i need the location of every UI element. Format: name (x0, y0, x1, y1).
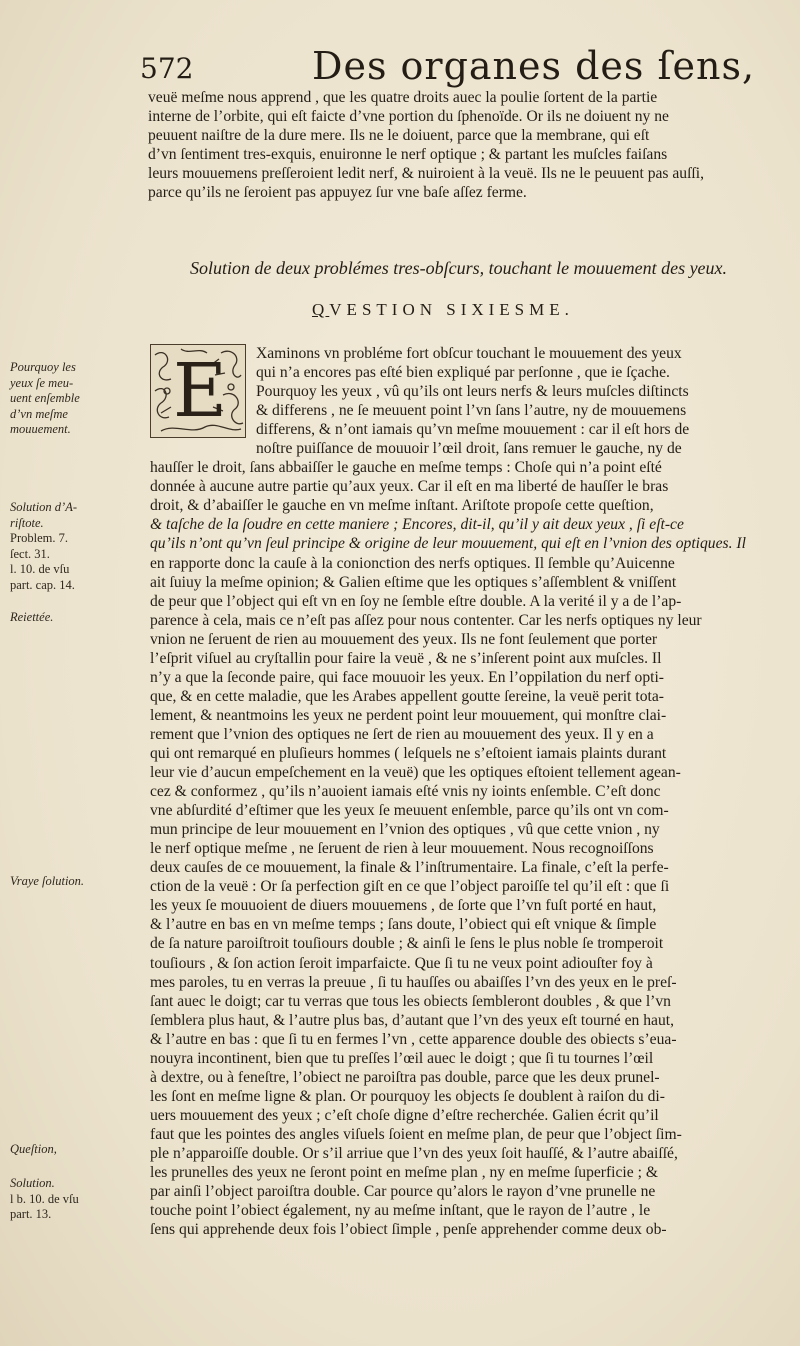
margin-note-line: riſtote. (10, 515, 44, 530)
text-line: uers mouuement des yeux ; c’eſt choſe digne d’eſtre recherchée. Galien écrit qu’il (150, 1106, 659, 1124)
margin-note-why-eyes-move-together (10, 360, 80, 438)
text-line: ait ſuiuy la meſme opinion; & Galien eſtime que les optiques s’aſſemblent & vniſſent (150, 573, 677, 591)
text-line: les prunelles des yeux ne ſeront point en meſme plan , ny en meſme ſuperficie ; & (150, 1164, 658, 1182)
margin-note-solution-galen (10, 1176, 79, 1223)
margin-note-line: Solution d’A- (10, 500, 78, 514)
top-paragraph (148, 88, 704, 202)
margin-note-line: Pourquoy les (10, 360, 76, 374)
text-line: donnée à aucune autre partie qu’aux yeux. Car il eſt en ma liberté de hauſſer le bras (150, 478, 669, 496)
question-heading (312, 300, 574, 320)
margin-note-line: yeux ſe meu- (10, 375, 74, 390)
running-head (140, 44, 780, 94)
text-line: l’eſprit viſuel au cryſtallin pour faire la veuë , & ne s’inſerent point aux muſcles. Il (150, 649, 662, 667)
text-line: le nerf optique meſme , ne ſeruent de rien à leur mouuement. Nous recognoiſſons (150, 840, 654, 858)
dropcap-letter: E (173, 348, 228, 434)
margin-note-line: Solution. (10, 1176, 55, 1190)
text-line: nouyra incontinent, bien que tu preſſes l’œil auec le doigt ; que ſi tu tournes l’œil (150, 1049, 654, 1067)
text-line: veuë meſme nous apprend , que les quatre droits auec la poulie ſortent de la partie (148, 89, 658, 106)
margin-note-line: Queſtion, (10, 1142, 57, 1156)
text-line: d’vn ſentiment tres-exquis, enuironne le nerf optique ; & partant les muſcles faiſans (148, 146, 668, 164)
text-line: ction de la veuë : Or ſa perfection giſt en ce que l’object paroiſſe tel qu’il eſt : que ſi (150, 878, 670, 896)
text-line: à dextre, ou à feneſtre, l’obiect ne paroiſtra pas double, parce que les deux prunel- (150, 1068, 660, 1086)
text-line: Xaminons vn probléme fort obſcur touchant le mouuement des yeux (256, 345, 682, 362)
text-line: & l’autre en bas en vn meſme temps ; ſans doute, l’obiect qui eſt vnique & ſimple (150, 916, 657, 934)
page-number: 572 (140, 52, 194, 85)
text-line: les yeux ſe mouuoient de diuers mouuemens , de ſorte que l’vn fuſt porté en haut, (150, 897, 657, 915)
text-line: n’y a que la ſeconde paire, qui face mouuoir les yeux. En l’oppilation du nerf opti- (150, 668, 664, 686)
text-line: & differens , ne ſe meuuent point l’vn ſans l’autre, ny de mouuemens (256, 402, 687, 420)
text-line: ſemblera plus haut, & l’autre plus bas, d’autant que l’vn des yeux eſt tourné en haut, (150, 1011, 674, 1029)
text-line: qui ont remarqué en pluſieurs hommes ( leſquels ne s’eſtoient iamais plaints durant (150, 744, 667, 762)
margin-note-line: l b. 10. de vſu (10, 1191, 79, 1206)
margin-note-aristotle-solution (10, 500, 77, 594)
text-line: que, & en cette maladie, que les Arabes appellent goutte ſereine, la veuë perit tota- (150, 687, 664, 705)
text-line: de ſa nature paroiſtroit touſiours double ; & ainſi le ſens le plus noble ſe tromperoit (150, 935, 664, 953)
section-heading: Solution de deux problémes tres-obſcurs, touchant le mouuement des yeux. (190, 258, 728, 278)
text-line: les ſont en meſme ligne & plan. Or pourquoy les objects ſe doublent à raiſon du di- (150, 1087, 665, 1105)
text-line: cez & conformez , qu’ils n’auoient iamais eſté vnis ny ioints enſemble. C’eſt donc (150, 783, 661, 801)
text-line: droit, & d’abaiſſer le gauche en vn meſme inſtant. Ariſtote propoſe cette queſtion, (150, 497, 654, 515)
text-line: leur vie d’aucun empeſchement en la veuë) que les optiques eſtoient tellement agean- (150, 764, 681, 782)
text-line: ſens qui apprehende deux fois l’obiect ſimple , penſe apprehender comme deux ob- (150, 1221, 667, 1239)
text-line: interne de l’orbite, qui eſt faicte d’vne portion du ſphenoïde. Or ils ne doiuent ny ne (148, 108, 669, 126)
text-line: qui n’a encores pas eſté bien expliqué par perſonne , que ie ſçache. (256, 364, 670, 382)
text-line: ple n’apparoiſſe double. Or s’il arriue que l’vn des yeux ſoit hauſſé, & l’autre abaiſſé, (150, 1144, 678, 1162)
question-heading-initial: Q (312, 300, 330, 319)
text-line: en rapporte donc la cauſe à la conionction des nerfs optiques. Il ſemble qu’Auicenne (150, 554, 675, 572)
text-line: rement que l’vnion des optiques ne ſert de rien au mouuement des yeux. Il y en a (150, 725, 654, 743)
text-line: qu’ils n’ont qu’vn ſeul principe & origine de leur mouuement, qui eſt en l’vnion des optiques. Il (150, 535, 746, 553)
text-line: par ainſi l’object paroiſtra double. Car pource qu’alors le rayon d’vne prunelle ne (150, 1183, 656, 1201)
margin-note-line: uent enſemble (10, 391, 80, 406)
text-line: mes paroles, tu en verras la preuue , ſi tu hauſſes ou abaiſſes l’vn des yeux en le preſ- (150, 973, 677, 991)
question-heading-rest: VESTION SIXIESME. (329, 300, 574, 319)
text-line: touche point l’obiect également, ny au meſme inſtant, que le rayon de l’autre , le (150, 1202, 651, 1220)
margin-note-question (10, 1142, 57, 1158)
text-line: noſtre puiſſance de mouuoir l’œil droit, ſans remuer le gauche, ny de (256, 440, 682, 458)
margin-note-line: d’vn meſme (10, 406, 68, 421)
margin-note-line: ſect. 31. (10, 546, 50, 561)
text-line: touſiours , & ſon action ſeroit imparfaicte. Que ſi tu ne veux point adiouſter foy à (150, 954, 653, 972)
text-line: leurs mouuemens preſſeroient ledit nerf, & nuiroient à la veuë. Ils ne le peuuent pas auſſi, (148, 165, 704, 183)
margin-note-rejected (10, 610, 53, 626)
text-line: vnion ne ſeruent de rien au mouuement des yeux. Ils ne font ſeulement que porter (150, 630, 658, 648)
text-line: & taſche de la ſoudre en cette maniere ; Encores, dit-il, qu’il y ait deux yeux , ſi eſt-ce (150, 516, 684, 534)
text-line: mun principe de leur mouuement en l’vnion des optiques , vû que cette vnion , ny (150, 821, 660, 839)
text-line (150, 1239, 746, 1258)
text-line: Pourquoy les yeux , vû qu’ils ont leurs nerfs & leurs muſcles diſtincts (256, 383, 689, 401)
text-line: hauſſer le droit, ſans abbaiſſer le gauche en meſme temps : Choſe qui n’a point eſté (150, 459, 662, 477)
margin-note-line: part. 13. (10, 1207, 52, 1222)
text-line: differens, & n’ont iamais qu’vn meſme mouuement : car il eſt hors de (256, 421, 690, 439)
text-line: peuuent naiſtre de la dure mere. Ils ne le doiuent, parce que la membrane, qui eſt (148, 127, 650, 145)
margin-note-true-solution (10, 874, 84, 890)
main-paragraph (150, 344, 746, 1258)
margin-note-line: l. 10. de vſu (10, 562, 70, 577)
text-line: lement, & neantmoins les yeux ne perdent point leur mouuement, qui monſtre clai- (150, 706, 667, 724)
text-line: parce qu’ils ne ſeroient pas appuyez ſur vne baſe aſſez ferme. (148, 184, 527, 202)
text-line: ſant auec le doigt; car tu verras que tous les obiects ſembleront doubles , & que l’vn (150, 992, 671, 1010)
text-line: deux cauſes de ce mouuement, la finale & l’inſtrumentaire. La finale, c’eſt la perfe- (150, 859, 669, 877)
margin-note-line: part. cap. 14. (10, 577, 75, 592)
text-line: & l’autre en bas : que ſi tu en fermes l’vn , cette apparence double des obiects s’eua- (150, 1030, 677, 1048)
running-title: Des organes des ſens, (312, 44, 756, 88)
text-line: parence à cela, mais ce n’eſt pas aſſez pour nous contenter. Car les nerfs optiques ny leur (150, 611, 702, 629)
margin-note-line: Vraye ſolution. (10, 874, 85, 888)
margin-note-line: Problem. 7. (10, 531, 68, 546)
margin-note-line: mouuement. (10, 422, 71, 437)
text-line: de peur que l’object qui eſt vn en ſoy ne ſemble eſtre double. A la verité il y a de l’ap- (150, 592, 682, 610)
text-line: faut que les pointes des angles viſuels ſoient en meſme plan, de peur que l’object ſim- (150, 1125, 682, 1143)
text-line: vne abſurdité d’eſtimer que les yeux ſe meuuent enſemble, parce qu’ils ont vn com- (150, 802, 669, 820)
margin-note-line: Reiettée. (10, 610, 54, 624)
